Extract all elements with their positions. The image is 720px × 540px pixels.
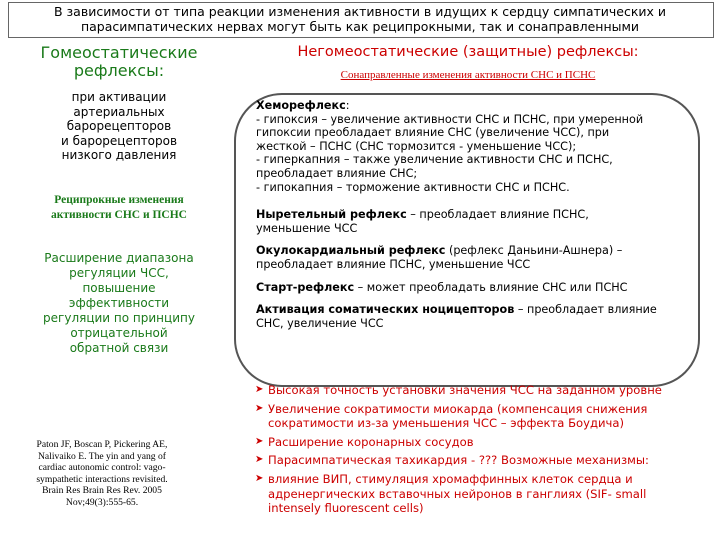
- chemoreflex-line: гипоксии преобладает влияние СНС (увеличение ЧСС), при: [256, 126, 610, 140]
- arrowhead-bullet-icon: ➤: [255, 472, 264, 484]
- title-line-2: парасимпатических нервах могут быть как реципрокными, так и сонаправленными: [80, 19, 640, 34]
- chemoreflex-line: жесткой – ПСНС (СНС тормозится - уменьшение ЧСС);: [256, 139, 577, 153]
- expansion-line: эффективности: [68, 296, 170, 310]
- diving-reflex-title: Ныретельный рефлекс: [256, 208, 407, 222]
- nociceptor-line-1: [256, 303, 696, 317]
- baro-line: низкого давления: [61, 148, 177, 162]
- arrowhead-bullet-icon: ➤: [255, 454, 264, 466]
- reference-line: Paton JF, Boscan P, Pickering AE,: [36, 439, 168, 450]
- title-line-1: В зависимости от типа реакции изменения активности в идущих к сердцу симпатических и: [53, 4, 667, 19]
- reciprocal-changes-text: [14, 193, 224, 223]
- expansion-line: регуляции по принципу: [43, 311, 195, 325]
- oculocardiac-reflex-block: [256, 244, 696, 271]
- startle-reflex-block: [256, 281, 696, 295]
- bullet-line: Увеличение сократимости миокарда (компенсация снижения: [268, 401, 648, 416]
- bullet-line: Высокая точность установки значения ЧСС на заданном уровне: [268, 383, 662, 397]
- baro-line: барорецепторов: [66, 119, 172, 133]
- reference-line: cardiac autonomic control: vago-: [38, 462, 166, 474]
- reciprocal-line: Реципрокные изменения: [54, 194, 184, 206]
- bullet-line: адренергических вставочных нейронов в ганглиях (SIF- small: [268, 486, 647, 501]
- baro-line: и барорецепторов: [60, 133, 178, 148]
- bullet-item: [255, 435, 715, 450]
- oculocardiac-title: Окулокардиальный рефлекс: [256, 244, 446, 258]
- startle-line: [256, 281, 696, 295]
- diving-reflex-line-2: уменьшение ЧСС: [256, 221, 358, 235]
- bullet-line: Парасимпатическая тахикардия - ??? Возможные механизмы:: [268, 453, 649, 468]
- chemoreflex-line: - гипоксия – увеличение активности СНС и ПСНС, при умеренной: [256, 112, 644, 126]
- arrowhead-bullet-icon: ➤: [255, 402, 264, 414]
- startle-text: – может преобладать влияние СНС или ПСНС: [354, 280, 628, 294]
- chemoreflex-line: преобладает влияние СНС;: [256, 166, 418, 180]
- bullet-item: [255, 402, 715, 431]
- reflex-list: [256, 99, 696, 339]
- homeostatic-heading-line-2: рефлексы:: [73, 61, 165, 80]
- baro-line: при активации: [71, 90, 167, 104]
- chemoreflex-title: Хеморефлекс: [256, 99, 346, 112]
- oculocardiac-line-1: [256, 244, 696, 258]
- bullet-item: [255, 472, 715, 516]
- oculocardiac-text: (рефлекс Даньини-Ашнера) –: [445, 244, 623, 258]
- arrowhead-bullet-icon: ➤: [255, 384, 264, 395]
- expansion-line: отрицательной: [70, 326, 168, 340]
- reference-line: Brain Res Brain Res Rev. 2005: [42, 485, 162, 497]
- reference-line: sympathetic interactions revisited.: [36, 473, 168, 485]
- startle-title: Старт-рефлекс: [256, 280, 355, 294]
- diving-reflex-line-1: [256, 208, 696, 222]
- reference-line: Nov;49(3):555-65.: [65, 496, 139, 508]
- nociceptor-text: – преобладает влияние: [514, 303, 657, 317]
- diving-reflex-block: [256, 208, 696, 235]
- expansion-line: Расширение диапазона: [44, 251, 194, 265]
- bullet-line: Расширение коронарных сосудов: [268, 434, 474, 449]
- regulation-expansion-text: [14, 251, 224, 356]
- chemoreflex-heading: [256, 99, 696, 113]
- diving-reflex-text: – преобладает влияние ПСНС,: [406, 208, 589, 222]
- effects-bullet-list: [255, 383, 715, 520]
- reference-line: Nalivaiko E. The yin and yang of: [38, 450, 166, 462]
- non-homeostatic-heading: Негомеостатические (защитные) рефлексы:: [297, 44, 639, 60]
- bullet-line: сократимости из-за уменьшения ЧСС – эффекта Боудича): [268, 416, 625, 431]
- bullet-item: [255, 453, 715, 468]
- chemoreflex-line: - гипокапния – торможение активности СНС и ПСНС.: [256, 180, 570, 194]
- page-title: [10, 4, 710, 34]
- homeostatic-heading-line-1: Гомеостатические: [40, 43, 198, 62]
- bullet-line: влияние ВИП, стимуляция хромаффинных клеток сердца и: [268, 471, 633, 486]
- arrowhead-bullet-icon: ➤: [255, 435, 264, 447]
- baro-line: артериальных: [73, 104, 165, 119]
- oculocardiac-line-2: преобладает влияние ПСНС, уменьшение ЧСС: [256, 257, 531, 271]
- baroreceptor-text: [14, 90, 224, 163]
- reciprocal-line: активности СНС и ПСНС: [51, 209, 187, 221]
- codirectional-subheading: Сонаправленные изменения активности СНС и ПСНС: [340, 69, 596, 81]
- bullet-item: [255, 383, 715, 398]
- nociceptor-line-2: СНС, увеличение ЧСС: [256, 316, 384, 330]
- nociceptor-block: [256, 303, 696, 330]
- chemoreflex-block: [256, 99, 696, 194]
- chemoreflex-line: - гиперкапния – также увеличение активности СНС и ПСНС,: [256, 153, 613, 167]
- expansion-line: регуляции ЧСС,: [69, 266, 169, 280]
- chemoreflex-colon: :: [345, 99, 350, 112]
- bullet-line: intensely fluorescent cells): [268, 501, 424, 516]
- expansion-line: обратной связи: [69, 341, 169, 355]
- expansion-line: повышение: [82, 281, 156, 295]
- literature-reference: [14, 439, 190, 509]
- nociceptor-title: Активация соматических ноцицепторов: [256, 303, 515, 317]
- homeostatic-heading: [14, 44, 224, 80]
